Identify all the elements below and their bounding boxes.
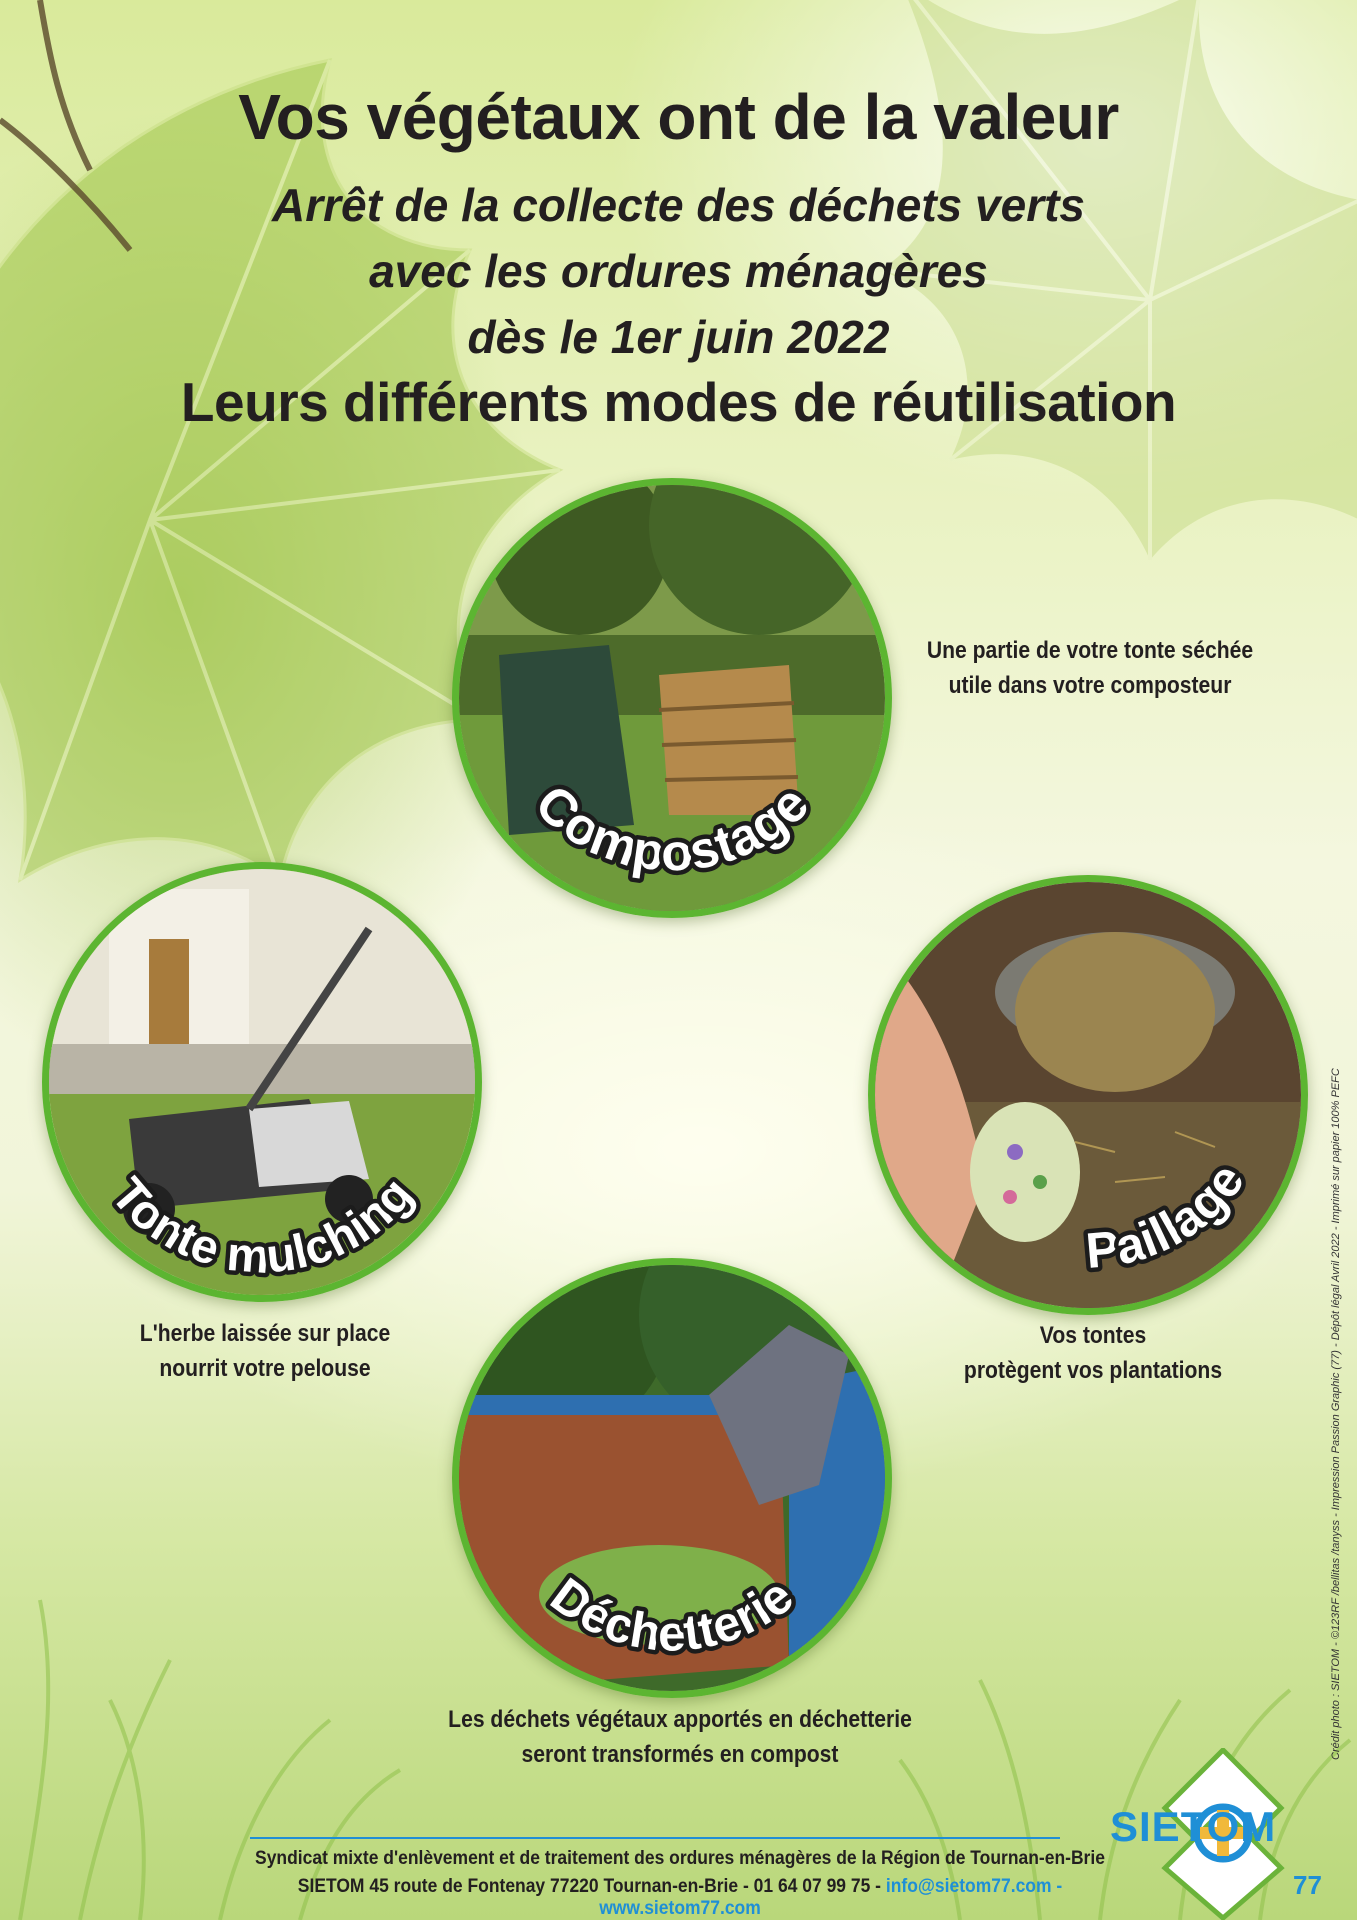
- decheterie-label-arc: [452, 1258, 892, 1698]
- subtitle-line: Arrêt de la collecte des déchets verts: [271, 179, 1086, 231]
- paillage-label: Paillage: [1083, 1153, 1255, 1279]
- footer-website-link[interactable]: www.sietom77.com: [599, 1898, 761, 1919]
- page-subtitle: [0, 172, 1357, 370]
- logo-wordmark: SIETOM: [1110, 1803, 1277, 1850]
- photo-credit: Crédit photo : SIETOM - ©123RF /bellitas /tanyss - Impression Passion Graphic (77) - Dépôt légal Avril 2022 - Imprimé sur papier 100% PEFC: [1330, 1068, 1342, 1760]
- compostage-label: Compostage: [523, 774, 820, 883]
- compostage-caption: Une partie de votre tonte séchée utile dans votre composteur: [926, 637, 1254, 699]
- footer-separator: -: [1056, 1876, 1063, 1897]
- mulching-caption: L'herbe laissée sur place nourrit votre pelouse: [139, 1320, 391, 1382]
- mulching-label-arc: [42, 862, 482, 1302]
- footer-contact-line: [220, 1876, 1140, 1920]
- paillage-caption: Vos tontes protègent vos plantations: [963, 1322, 1223, 1384]
- paillage-label-arc: [868, 875, 1308, 1315]
- svg-text:Tonte mulching: [101, 1168, 423, 1284]
- subtitle-line: dès le 1er juin 2022: [467, 311, 890, 363]
- decheterie-caption: Les déchets végétaux apportés en déchetterie seront transformés en compost: [448, 1706, 912, 1768]
- decheterie-label: Déchetterie: [540, 1566, 804, 1662]
- mulching-label: Tonte mulching: [100, 1168, 424, 1285]
- section-title: Leurs différents modes de réutilisation: [180, 371, 1177, 433]
- footer-address: SIETOM 45 route de Fontenay 77220 Tournan-en-Brie - 01 64 07 99 75 -: [297, 1876, 881, 1897]
- footer-email-link[interactable]: info@sietom77.com: [885, 1876, 1052, 1897]
- svg-text:Compostage: [524, 774, 820, 883]
- compostage-label-arc: [452, 478, 892, 918]
- svg-text:Paillage: [1084, 1153, 1255, 1279]
- footer-divider: [250, 1837, 1060, 1839]
- logo-number: 77: [1293, 1870, 1322, 1900]
- subtitle-line: avec les ordures ménagères: [369, 245, 988, 297]
- footer-org-line: Syndicat mixte d'enlèvement et de traitement des ordures ménagères de la Région de Tournan-en-Brie: [255, 1848, 1105, 1869]
- svg-text:Déchetterie: [541, 1567, 804, 1661]
- page-title: Vos végétaux ont de la valeur: [238, 81, 1119, 153]
